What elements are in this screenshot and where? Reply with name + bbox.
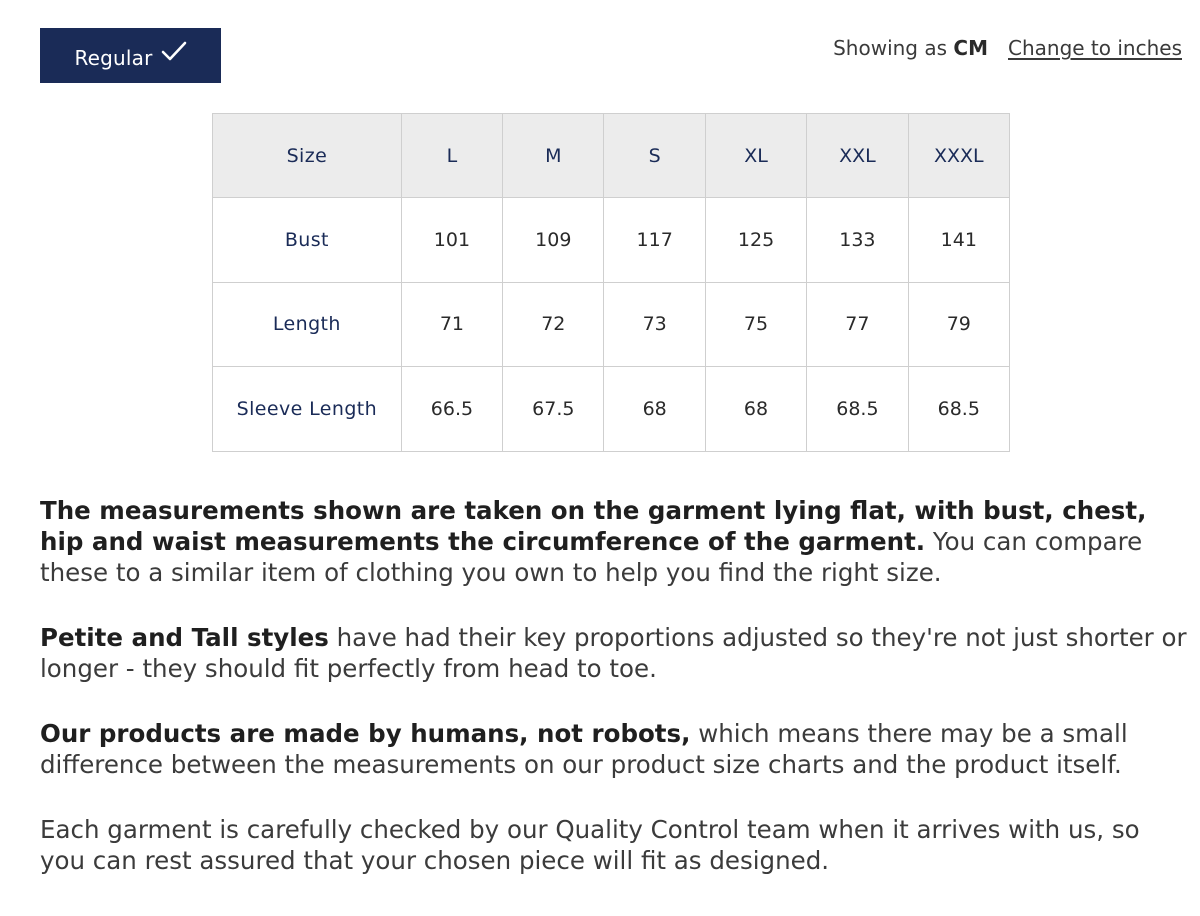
measurement-cell: 141: [908, 198, 1009, 283]
size-column-header: S: [604, 114, 705, 198]
row-label: Length: [213, 282, 402, 367]
note-text: Each garment is carefully checked by our Quality Control team when it arrives with us, so you can rest assured that your chosen piece will fit as designed.: [40, 815, 1140, 875]
measurement-cell: 109: [503, 198, 604, 283]
table-row-sleeve-length: [213, 367, 1010, 452]
measurement-cell: 68.5: [908, 367, 1009, 452]
row-label: Bust: [213, 198, 402, 283]
measurement-cell: 75: [705, 282, 806, 367]
size-chart-table: [212, 113, 1010, 452]
measurement-cell: 68: [604, 367, 705, 452]
unit-toggle: [833, 34, 1182, 62]
measurement-cell: 73: [604, 282, 705, 367]
measurement-cell: 125: [705, 198, 806, 283]
measurement-cell: 66.5: [401, 367, 502, 452]
size-column-header: XL: [705, 114, 806, 198]
change-to-inches-link[interactable]: Change to inches: [1008, 36, 1182, 60]
size-column-header: XXL: [807, 114, 908, 198]
measurement-cell: 133: [807, 198, 908, 283]
size-header-row: [213, 114, 1010, 198]
note-emphasis: Petite and Tall styles: [40, 623, 329, 652]
note-paragraph: [40, 495, 1190, 588]
checkmark-icon: [161, 40, 187, 62]
size-column-header: XXXL: [908, 114, 1009, 198]
note-paragraph: [40, 718, 1190, 780]
size-column-header: M: [503, 114, 604, 198]
note-emphasis: Our products are made by humans, not robots,: [40, 719, 691, 748]
note-paragraph: [40, 622, 1190, 684]
measurement-cell: 79: [908, 282, 1009, 367]
size-guide-notes: [40, 495, 1190, 910]
unit-status: [833, 36, 988, 60]
table-row-bust: [213, 198, 1010, 283]
note-text: You can compare these to a similar item of clothing you own to help you find the right size.: [40, 527, 1143, 587]
regular-fit-label: Regular: [74, 45, 153, 70]
note-text: which means there may be a small difference between the measurements on our product size charts and the product itself.: [40, 719, 1128, 779]
note-paragraph: [40, 814, 1190, 876]
current-unit: CM: [953, 36, 988, 60]
note-emphasis: The measurements shown are taken on the garment lying flat, with bust, chest, hip and waist measurements the circumference of the garment.: [40, 496, 1147, 556]
measurement-cell: 77: [807, 282, 908, 367]
measurement-cell: 71: [401, 282, 502, 367]
measurement-cell: 72: [503, 282, 604, 367]
measurement-cell: 67.5: [503, 367, 604, 452]
regular-fit-button[interactable]: [40, 28, 221, 83]
measurement-cell: 117: [604, 198, 705, 283]
table-row-length: [213, 282, 1010, 367]
note-text: have had their key proportions adjusted so they're not just shorter or longer - they should fit perfectly from head to toe.: [40, 623, 1187, 683]
measurement-cell: 68: [705, 367, 806, 452]
unit-status-prefix: Showing as: [833, 36, 948, 60]
measurement-cell: 68.5: [807, 367, 908, 452]
measurement-cell: 101: [401, 198, 502, 283]
row-label: Sleeve Length: [213, 367, 402, 452]
size-header-label: Size: [213, 114, 402, 198]
size-column-header: L: [401, 114, 502, 198]
